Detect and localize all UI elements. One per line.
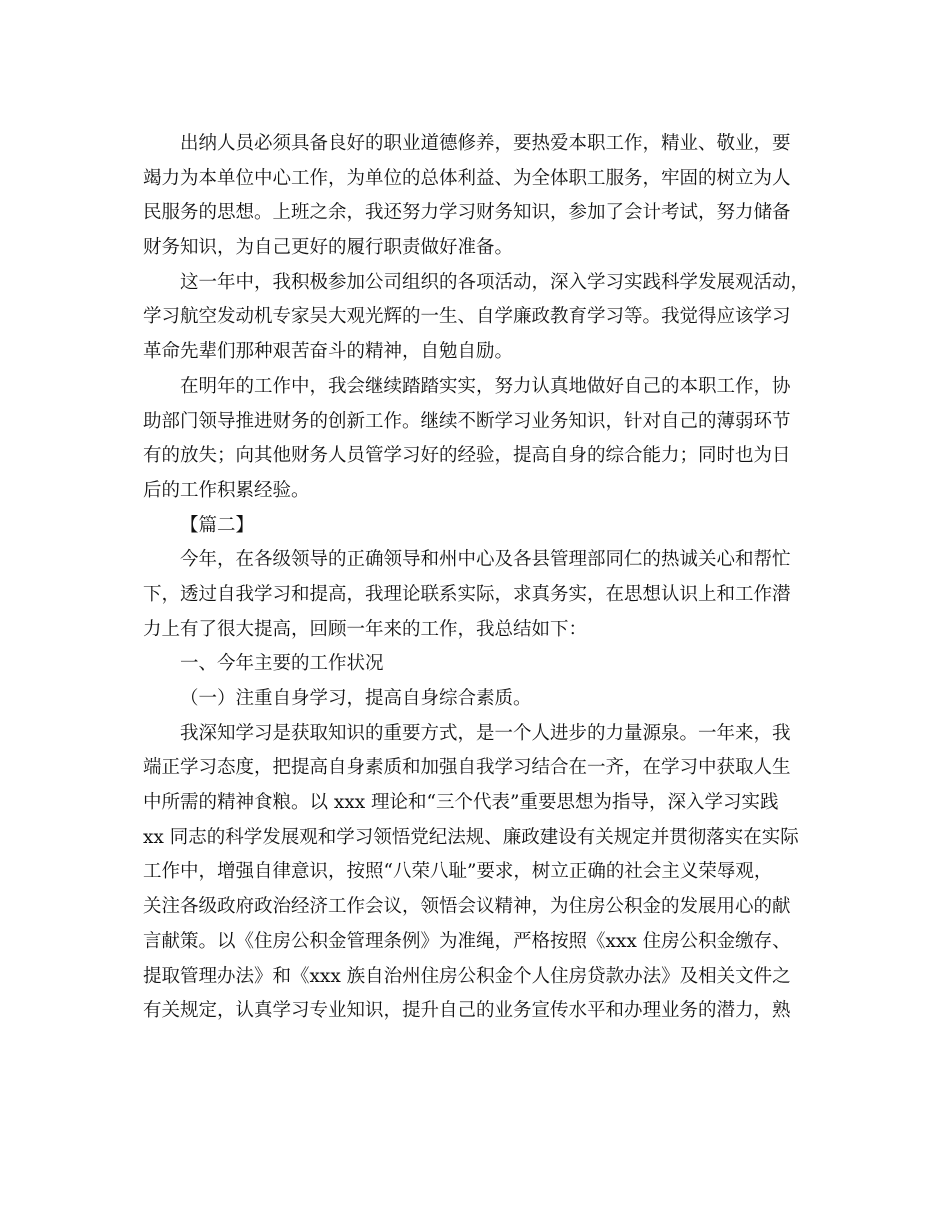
text-line: 竭力为本单位中心工作，为单位的总体利益、为全体职工服务，牢固的树立为人 [143,167,791,189]
text-line: 出纳人员必须具备良好的职业道德修养，要热爱本职工作，精业、敬业，要 [180,133,791,154]
text-line: xx 同志的科学发展观和学习领悟党纪法规、廉政建设有关规定并贯彻落实在实际 [143,826,799,848]
text-line: 端正学习态度，把提高自身素质和加强自我学习结合在一齐，在学习中获取人生 [143,757,791,779]
text-line: 有的放失；向其他财务人员管学习好的经验，提高自身的综合能力；同时也为日 [143,445,791,467]
text-line: 学习航空发动机专家吴大观光辉的一生、自学廉政教育学习等。我觉得应该学习 [143,306,791,328]
section-heading: 【篇二】 [180,514,255,536]
text-line: 革命先辈们那种艰苦奋斗的精神，自勉自励。 [143,341,514,363]
text-line: 中所需的精神食粮。以 xxx 理论和“三个代表”重要思想为指导，深入学习实践 [143,792,779,814]
document-body [143,127,808,1029]
text-line: 下，透过自我学习和提高，我理论联系实际，求真务实，在思想认识上和工作潜 [143,583,791,605]
text-line: 今年，在各级领导的正确领导和州中心及各县管理部同仁的热诚关心和帮忙 [180,549,791,571]
text-line: 民服务的思想。上班之余，我还努力学习财务知识，参加了会计考试，努力储备 [143,202,791,224]
text-line: 力上有了很大提高，回顾一年来的工作，我总结如下： [143,618,588,640]
text-line: 工作中，增强自律意识，按照“八荣八耻”要求，树立正确的社会主义荣辱观， [143,861,773,883]
text-line: 后的工作积累经验。 [143,479,310,501]
text-line: 助部门领导推进财务的创新工作。继续不断学习业务知识，针对自己的薄弱环节 [143,410,791,432]
text-line: 在明年的工作中，我会继续踏踏实实，努力认真地做好自己的本职工作，协 [180,375,791,397]
text-line: 言献策。以《住房公积金管理条例》为准绳，严格按照《xxx 住房公积金缴存、 [143,930,791,952]
text-line: 这一年中，我积极参加公司组织的各项活动，深入学习实践科学发展观活动， [180,271,810,293]
subheading: 一、今年主要的工作状况 [180,653,384,675]
text-line: 提取管理办法》和《xxx 族自治州住房公积金个人住房贷款办法》及相关文件之 [143,965,791,987]
text-line: 有关规定，认真学习专业知识，提升自己的业务宣传水平和办理业务的潜力，熟 [143,1000,791,1022]
text-line: 关注各级政府政治经济工作会议，领悟会议精神，为住房公积金的发展用心的献 [143,896,791,918]
text-line: 我深知学习是获取知识的重要方式，是一个人进步的力量源泉。一年来，我 [180,722,791,744]
subheading: （一）注重自身学习，提高自身综合素质。 [180,688,532,709]
text-line: 财务知识，为自己更好的履行职责做好准备。 [143,237,514,259]
